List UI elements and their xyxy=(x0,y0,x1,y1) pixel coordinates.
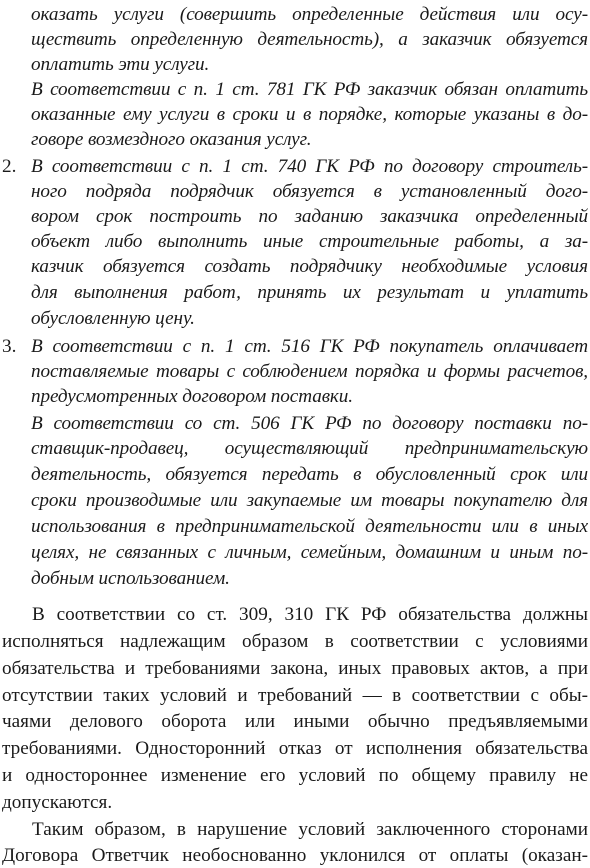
text-line: объект либо выполнить иные строительные работы, а за- xyxy=(31,231,588,252)
text-line: для выполнения работ, принять их результат и уплатить xyxy=(31,282,588,303)
text-line: допускаются. xyxy=(2,792,113,813)
text-line: оплатить эти услуги. xyxy=(31,54,210,75)
text-line: В соответствии со ст. 309, 310 ГК РФ обязательства должны xyxy=(32,604,588,625)
text-line: ществить определенную деятельность), а заказчик обязуется xyxy=(31,29,588,50)
text-line: добным использованием. xyxy=(31,568,230,589)
text-line: оказанные ему услуги в сроки и в порядке, которые указаны в до- xyxy=(31,104,588,125)
text-line: Таким образом, в нарушение условий заключенного сторонами xyxy=(32,819,588,840)
text-line: чаями делового оборота или иными обычно предъявляемыми xyxy=(2,711,588,732)
text-line: отсутствии таких условий и требований — в соответствии с обы- xyxy=(2,685,588,706)
text-line: В соответствии с п. 1 ст. 740 ГК РФ по договору строитель- xyxy=(31,156,588,177)
text-line: обязательства и требованиями закона, иных правовых актов, а при xyxy=(2,658,588,679)
list-item-number: 3. xyxy=(2,336,17,357)
text-line: Договора Ответчик необоснованно уклонился от оплаты (оказан- xyxy=(2,845,588,866)
text-line: предусмотренных договором поставки. xyxy=(31,386,353,407)
text-line: и одностороннее изменение его условий по общему правилу не xyxy=(2,765,588,786)
text-line: исполняться надлежащим образом в соответствии с условиями xyxy=(2,631,588,652)
text-line: ставщик-продавец, осуществляющий предпринимательскую xyxy=(31,438,588,459)
text-line: поставляемые товары с соблюдением порядка и формы расчетов, xyxy=(31,361,588,382)
text-line: ного подряда подрядчик обязуется в установленный дого- xyxy=(31,181,588,202)
text-line: В соответствии с п. 1 ст. 516 ГК РФ покупатель оплачивает xyxy=(31,336,588,357)
text-line: вором срок построить по заданию заказчика определенный xyxy=(31,206,588,227)
text-line: деятельность, обязуется передать в обусловленный срок или xyxy=(31,464,588,485)
text-line: целях, не связанных с личным, семейным, домашним и иным по- xyxy=(31,542,588,563)
text-line: говоре возмездного оказания услуг. xyxy=(31,129,312,150)
text-line: сроки производимые или закупаемые им товары покупателю для xyxy=(31,490,588,511)
text-line: В соответствии со ст. 506 ГК РФ по договору поставки по- xyxy=(31,413,588,434)
text-line: казчик обязуется создать подрядчику необходимые условия xyxy=(31,256,588,277)
text-line: оказать услуги (совершить определенные действия или осу- xyxy=(31,4,588,25)
text-line: обусловленную цену. xyxy=(31,308,195,329)
text-line: В соответствии с п. 1 ст. 781 ГК РФ заказчик обязан оплатить xyxy=(31,79,588,100)
text-line: требованиями. Односторонний отказ от исполнения обязательства xyxy=(2,738,588,759)
list-item-number: 2. xyxy=(2,156,17,177)
text-line: использования в предпринимательской деятельности или в иных xyxy=(31,516,588,537)
